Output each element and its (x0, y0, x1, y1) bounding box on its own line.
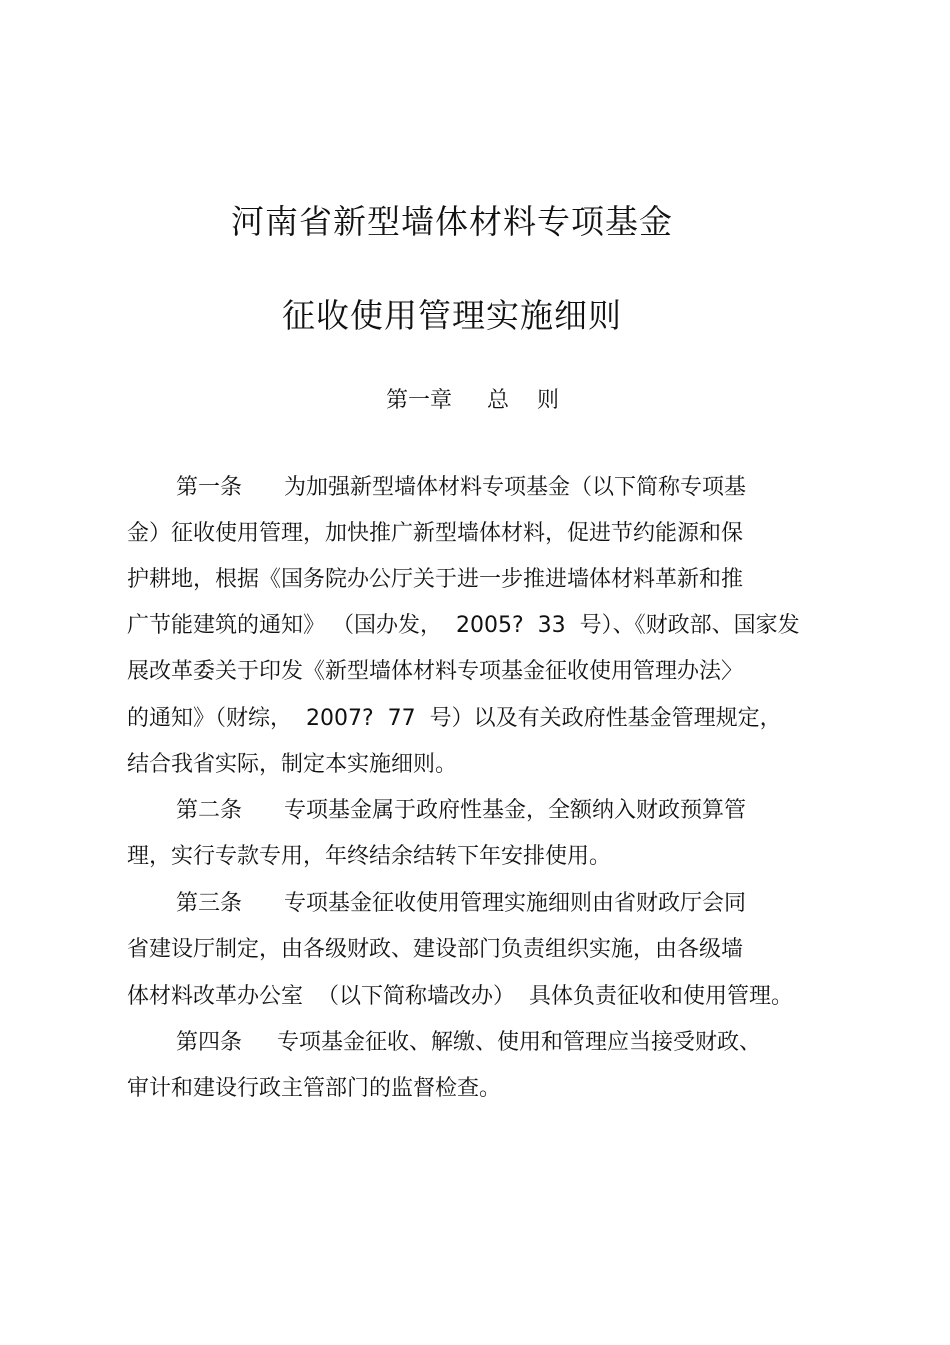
article-4-line-2: 审计和建设行政主管部门的监督检查。 (127, 1076, 502, 1101)
article-1-line-3: 护耕地，根据《国务院办公厅关于进一步推进墙体材料革新和推 (127, 567, 744, 592)
article-1-line-6: 的通知》（财综， 2007? 77 号）以及有关政府性基金管理规定， (127, 706, 782, 731)
chapter-heading: 第一章 总 则 (386, 388, 559, 413)
article-1-line-4: 广节能建筑的通知》 （国办发， 2005? 33 号）、《财政部、国家发 (127, 613, 800, 638)
article-1-line-7: 结合我省实际，制定本实施细则。 (127, 752, 458, 777)
document-title-line-1: 河南省新型墙体材料专项基金 (231, 202, 673, 241)
article-3-line-1: 第三条 专项基金征收使用管理实施细则由省财政厅会同 (176, 891, 746, 916)
article-1-line-2: 金）征收使用管理，加快推广新型墙体材料，促进节约能源和保 (127, 521, 744, 546)
article-1-line-5: 展改革委关于印发《新型墙体材料专项基金征收使用管理办法〉 (127, 659, 744, 684)
article-2-line-2: 理，实行专款专用，年终结余结转下年安排使用。 (127, 844, 612, 869)
document-title-line-2: 征收使用管理实施细则 (282, 296, 622, 335)
article-1-line-1: 第一条 为加强新型墙体材料专项基金（以下简称专项基 (176, 475, 746, 500)
article-2-line-1: 第二条 专项基金属于政府性基金，全额纳入财政预算管 (176, 798, 746, 823)
article-3-line-3: 体材料改革办公室 （以下简称墙改办） 具体负责征收和使用管理。 (127, 984, 793, 1009)
article-4-line-1: 第四条 专项基金征收、解缴、使用和管理应当接受财政、 (176, 1030, 761, 1055)
article-3-line-2: 省建设厅制定，由各级财政、建设部门负责组织实施，由各级墙 (127, 937, 744, 962)
